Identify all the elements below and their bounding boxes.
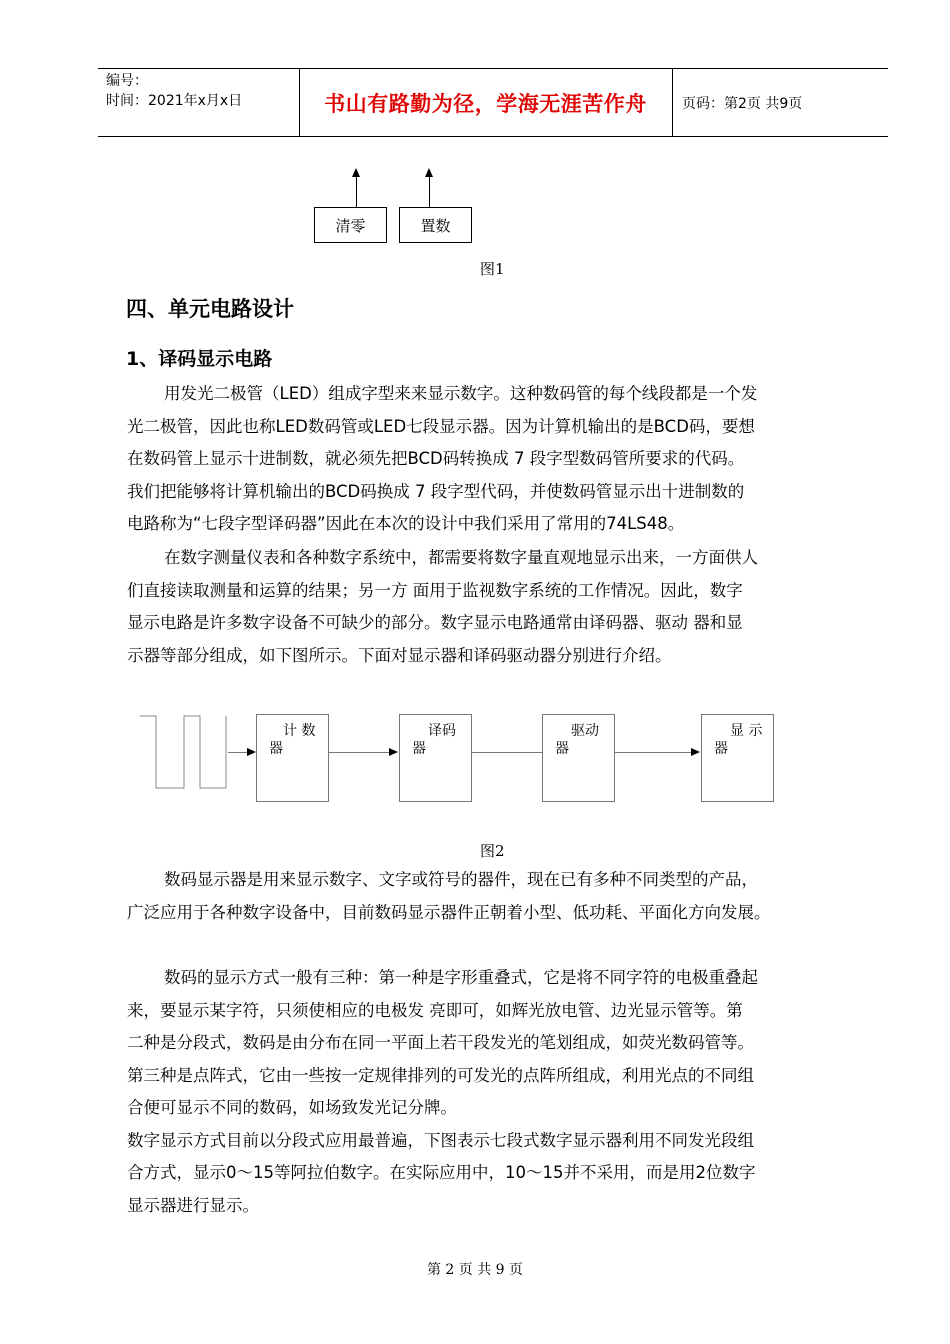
header-motto: 书山有路勤为径，学海无涯苦作舟 [324, 91, 647, 116]
number-label: 编号： [106, 73, 148, 89]
connector-line [471, 752, 542, 753]
block-label: 器 [269, 741, 283, 757]
arrow-right-icon [247, 748, 256, 756]
connector-line [228, 752, 248, 753]
text-line: 在数字测量仪表和各种数字系统中，都需要将数字量直观地显示出来，一方面供人 [164, 548, 758, 567]
section-heading: 四、单元电路设计 [126, 297, 294, 321]
text-line: 示器等部分组成，如下图所示。下面对显示器和译码驱动器分别进行介绍。 [127, 645, 672, 665]
page-footer: 第 2 页 共 9 页 [426, 1262, 524, 1278]
page-header [98, 68, 888, 137]
paragraph-3 [127, 864, 857, 929]
box-set: 置数 [399, 207, 472, 243]
text-line: 我们把能够将计算机输出的BCD码换成 7 段字型代码，并使数码管显示出十进制数的 [127, 481, 745, 501]
counter-block [256, 714, 329, 802]
connector-line [328, 752, 390, 753]
paragraph-4 [127, 962, 857, 1222]
text-line: 在数码管上显示十进制数，就必须先把BCD码转换成 7 段字型数码管所要求的代码。 [127, 449, 745, 468]
arrow-line [429, 176, 430, 207]
text-line: 显示电路是许多数字设备不可缺少的部分。数字显示电路通常由译码器、驱动 器和显 [127, 613, 743, 632]
block-label: 驱动 [571, 723, 599, 739]
header-meta [106, 71, 242, 111]
block-label: 显 示 [730, 723, 763, 739]
arrow-line [356, 176, 357, 207]
header-divider [672, 69, 673, 136]
block-label: 计 数 [283, 723, 316, 739]
arrow-right-icon [389, 748, 398, 756]
block-label: 器 [412, 741, 426, 757]
time-label: 时间：2021年x月x日 [106, 93, 243, 109]
text-line: 显示器进行显示。 [127, 1195, 259, 1215]
paragraph-2 [127, 542, 857, 672]
header-page-label: 页码：第2页 共9页 [682, 96, 803, 112]
arrow-right-icon [691, 748, 700, 756]
text-line: 光二极管，因此也称LED数码管或LED七段显示器。因为计算机输出的是BCD码，要想 [127, 416, 755, 436]
text-line: 合便可显示不同的数码，如场致发光记分牌。 [127, 1098, 457, 1117]
text-line: 数码显示器是用来显示数字、文字或符号的器件，现在已有多种不同类型的产品， [164, 870, 758, 889]
text-line: 们直接读取测量和运算的结果；另一方 面用于监视数字系统的工作情况。因此，数字 [127, 580, 743, 600]
text-line: 来，要显示某字符，只须使相应的电极发 亮即可，如辉光放电管、边光显示管等。第 [127, 1000, 743, 1020]
decoder-block [399, 714, 472, 802]
text-line: 广泛应用于各种数字设备中，目前数码显示器件正朝着小型、低功耗、平面化方向发展。 [127, 902, 771, 922]
driver-block [542, 714, 615, 802]
display-block [701, 714, 774, 802]
connector-line [614, 752, 692, 753]
text-line: 第三种是点阵式，它由一些按一定规律排列的可发光的点阵所组成，利用光点的不同组 [127, 1065, 754, 1085]
block-label: 器 [714, 741, 728, 757]
block-label: 器 [555, 741, 569, 757]
text-line: 数码的显示方式一般有三种：第一种是字形重叠式，它是将不同字符的电极重叠起 [164, 968, 758, 987]
paragraph-1 [127, 378, 857, 541]
text-line: 合方式，显示0～15等阿拉伯数字。在实际应用中，10～15并不采用，而是用2位数字 [127, 1163, 756, 1182]
block-label: 译码 [428, 723, 456, 739]
figure-1-caption: 图1 [480, 260, 505, 278]
text-line: 数字显示方式目前以分段式应用最普遍，下图表示七段式数字显示器利用不同发光段组 [127, 1130, 754, 1150]
text-line: 二种是分段式，数码是由分布在同一平面上若干段发光的笔划组成，如荧光数码管等。 [127, 1033, 754, 1052]
text-line: 电路称为“七段字型译码器”因此在本次的设计中我们采用了常用的74LS48。 [127, 514, 685, 533]
square-wave-icon [140, 712, 240, 792]
figure-2-caption: 图2 [480, 842, 505, 860]
text-line: 用发光二极管（LED）组成字型来来显示数字。这种数码管的每个线段都是一个发 [164, 384, 758, 403]
subsection-heading: 1、译码显示电路 [126, 348, 273, 370]
box-clear: 清零 [314, 207, 387, 243]
